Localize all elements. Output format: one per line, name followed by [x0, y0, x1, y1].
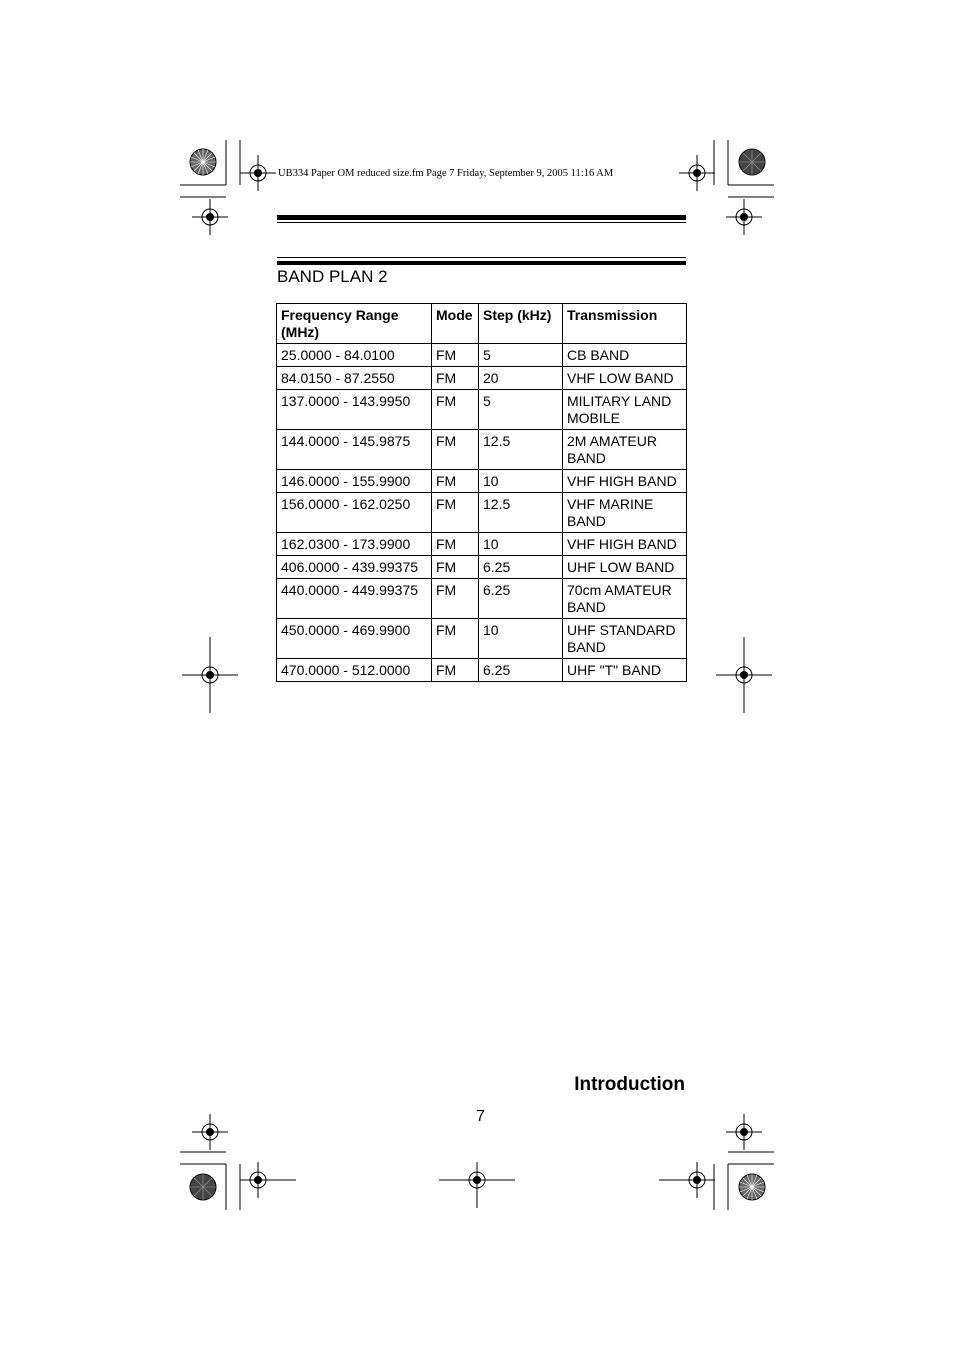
cell-transmission: 70cm AMATEUR BAND [563, 579, 687, 619]
page-number: 7 [476, 1108, 485, 1125]
star-target-icon [188, 147, 218, 177]
cell-step: 6.25 [479, 579, 563, 619]
registration-target-icon [724, 1112, 764, 1152]
star-target-icon [188, 1172, 218, 1202]
cell-mode: FM [432, 390, 479, 430]
cell-step: 10 [479, 619, 563, 659]
cell-step: 10 [479, 533, 563, 556]
cell-frequency: 137.0000 - 143.9950 [277, 390, 432, 430]
registration-target-icon [190, 655, 230, 695]
cell-transmission: VHF LOW BAND [563, 367, 687, 390]
header-step: Step (kHz) [479, 304, 563, 344]
cell-frequency: 144.0000 - 145.9875 [277, 430, 432, 470]
cell-mode: FM [432, 659, 479, 682]
registration-target-icon [238, 153, 278, 193]
cell-frequency: 440.0000 - 449.99375 [277, 579, 432, 619]
cell-step: 20 [479, 367, 563, 390]
cell-frequency: 84.0150 - 87.2550 [277, 367, 432, 390]
header-mode: Mode [432, 304, 479, 344]
star-target-icon [737, 1172, 767, 1202]
cell-transmission: MILITARY LAND MOBILE [563, 390, 687, 430]
registration-target-icon [724, 655, 764, 695]
section-title: BAND PLAN 2 [277, 267, 388, 286]
registration-target-icon [724, 197, 764, 237]
cell-transmission: VHF HIGH BAND [563, 470, 687, 493]
cell-step: 6.25 [479, 556, 563, 579]
file-slug: UB334 Paper OM reduced size.fm Page 7 Friday, September 9, 2005 11:16 AM [278, 168, 614, 179]
cell-step: 5 [479, 344, 563, 367]
cell-transmission: UHF LOW BAND [563, 556, 687, 579]
cell-transmission: VHF MARINE BAND [563, 493, 687, 533]
header-frequency-range: Frequency Range (MHz) [277, 304, 432, 344]
cell-mode: FM [432, 556, 479, 579]
cell-mode: FM [432, 367, 479, 390]
cell-transmission: 2M AMATEUR BAND [563, 430, 687, 470]
cell-frequency: 146.0000 - 155.9900 [277, 470, 432, 493]
cell-mode: FM [432, 619, 479, 659]
cell-step: 6.25 [479, 659, 563, 682]
cell-mode: FM [432, 430, 479, 470]
cell-mode: FM [432, 579, 479, 619]
cell-frequency: 156.0000 - 162.0250 [277, 493, 432, 533]
cell-transmission: CB BAND [563, 344, 687, 367]
cell-frequency: 25.0000 - 84.0100 [277, 344, 432, 367]
cell-step: 12.5 [479, 430, 563, 470]
cell-transmission: VHF HIGH BAND [563, 533, 687, 556]
registration-target-icon [677, 1160, 717, 1200]
cell-frequency: 470.0000 - 512.0000 [277, 659, 432, 682]
cell-frequency: 162.0300 - 173.9900 [277, 533, 432, 556]
cell-frequency: 450.0000 - 469.9900 [277, 619, 432, 659]
star-target-icon [737, 147, 767, 177]
registration-target-icon [190, 197, 230, 237]
header-transmission: Transmission [563, 304, 687, 344]
registration-target-icon [457, 1160, 497, 1200]
cell-mode: FM [432, 493, 479, 533]
registration-target-icon [677, 153, 717, 193]
cell-transmission: UHF STANDARD BAND [563, 619, 687, 659]
cell-step: 10 [479, 470, 563, 493]
registration-target-icon [238, 1160, 278, 1200]
cell-frequency: 406.0000 - 439.99375 [277, 556, 432, 579]
footer-section-title: Introduction [574, 1074, 685, 1095]
cell-mode: FM [432, 533, 479, 556]
cell-mode: FM [432, 470, 479, 493]
cell-step: 12.5 [479, 493, 563, 533]
cell-mode: FM [432, 344, 479, 367]
cell-step: 5 [479, 390, 563, 430]
cell-transmission: UHF "T" BAND [563, 659, 687, 682]
registration-target-icon [190, 1112, 230, 1152]
